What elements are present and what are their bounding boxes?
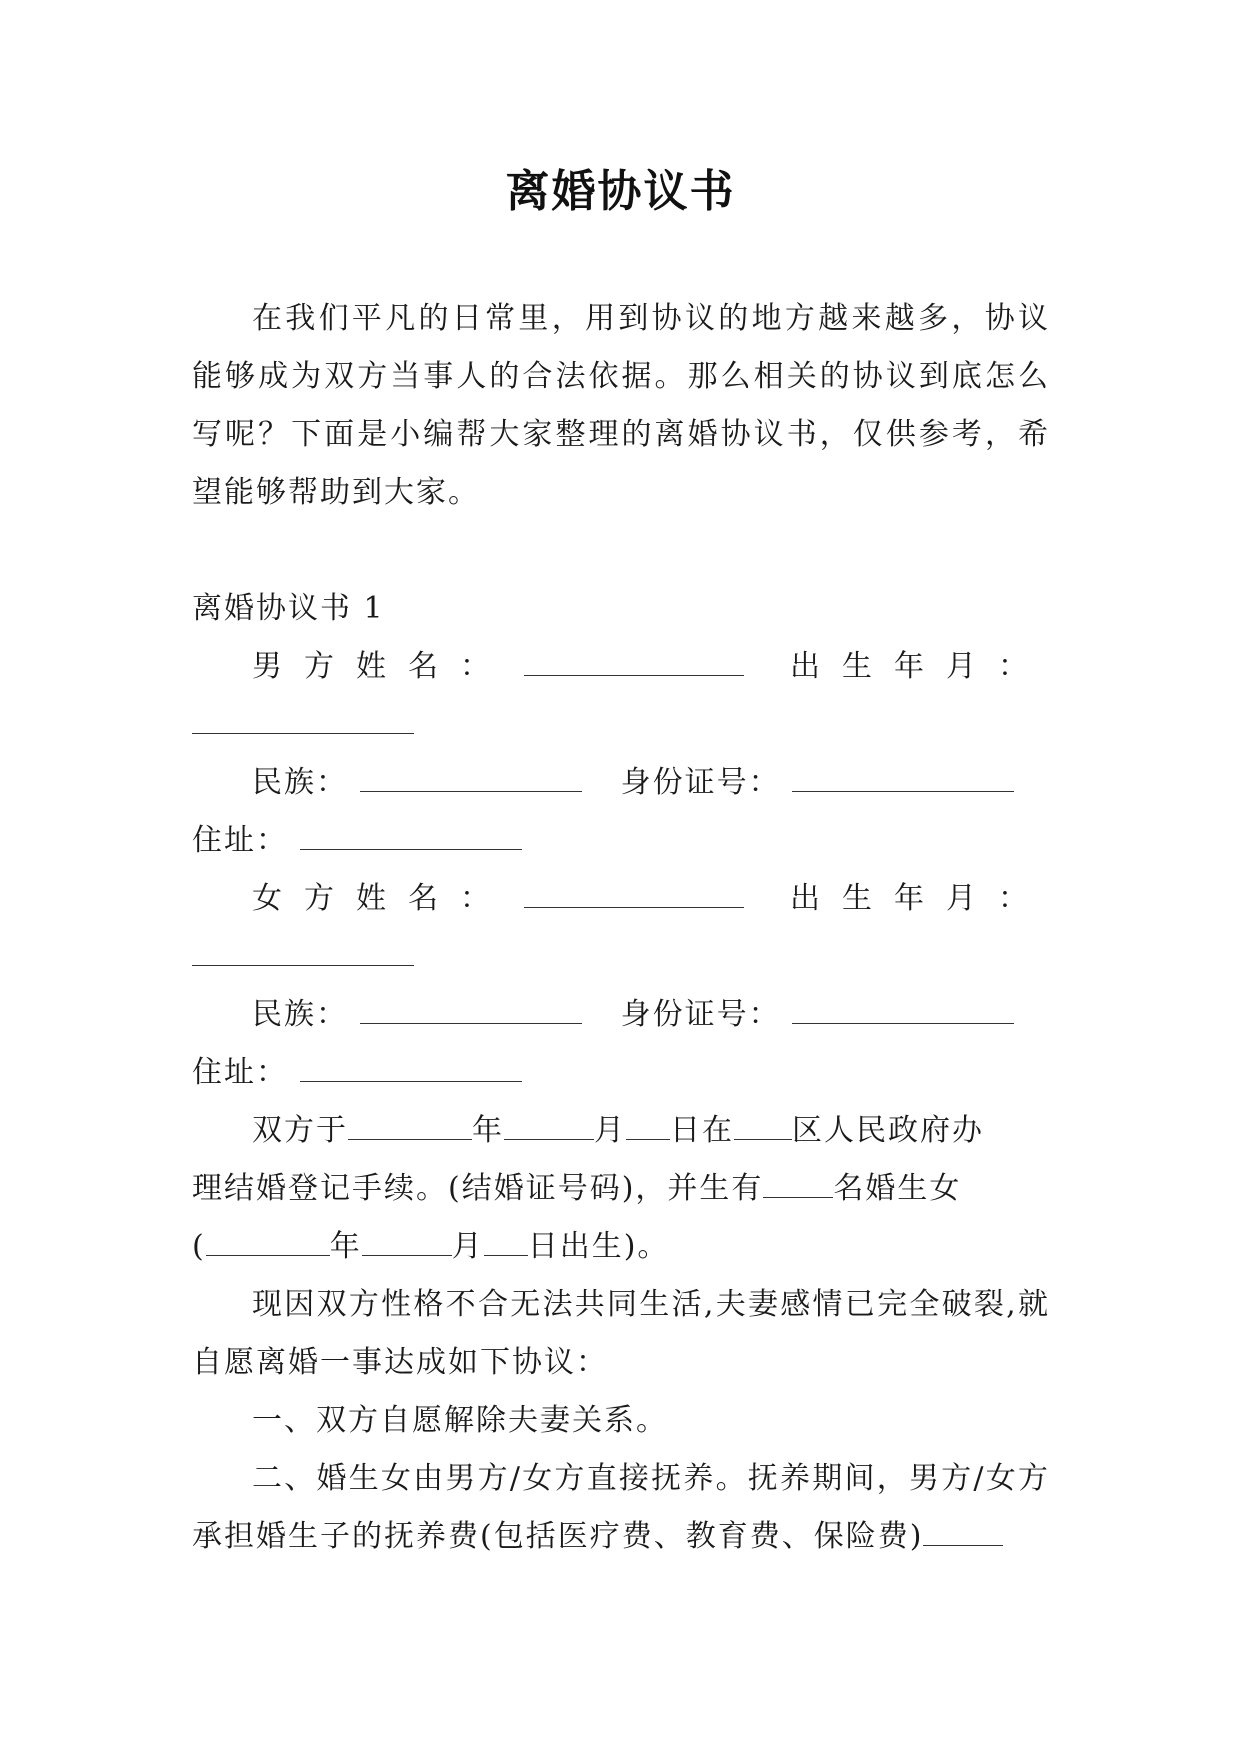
document-body (192, 290, 1050, 1566)
marriage-day-blank (626, 1109, 670, 1140)
marriage-year-label: 年 (472, 1113, 504, 1148)
marriage-line-3 (192, 1218, 1050, 1276)
female-birth-label: 出生年月： (790, 881, 1050, 916)
female-id-blank (792, 993, 1014, 1024)
marriage-district-label: 区人民政府办 (792, 1113, 984, 1148)
child-birth-month-label: 月 (451, 1229, 484, 1264)
female-name-row (192, 870, 1050, 928)
female-address-label: 住址： (192, 1055, 288, 1090)
clause-1: 一、双方自愿解除夫妻关系。 (252, 1403, 668, 1438)
reason-paragraph: 现因双方性格不合无法共同生活,夫妻感情已完全破裂,就自愿离婚一事达成如下协议： (192, 1287, 1050, 1380)
male-id-blank (792, 761, 1014, 792)
male-ethnicity-label: 民族： (252, 765, 348, 800)
male-address-label: 住址： (192, 823, 288, 858)
female-name-blank (524, 877, 744, 908)
male-name-blank (524, 645, 744, 676)
female-ethnicity-label: 民族： (252, 997, 348, 1032)
male-birth-row (192, 696, 1050, 754)
clause-2 (192, 1450, 1050, 1566)
child-birth-day-label: 日出生)。 (527, 1229, 670, 1264)
female-birth-blank (192, 935, 414, 966)
male-birth-blank (192, 703, 414, 734)
marriage-year-blank (348, 1109, 472, 1140)
female-id-label: 身份证号： (620, 997, 781, 1032)
child-birth-open: ( (192, 1229, 206, 1264)
female-address-blank (300, 1051, 522, 1082)
marriage-month-label: 月 (594, 1113, 626, 1148)
child-birth-year-label: 年 (329, 1229, 362, 1264)
male-address-blank (300, 819, 522, 850)
male-ethnicity-row (192, 754, 1050, 812)
female-ethnicity-row (192, 986, 1050, 1044)
marriage-district-blank (734, 1109, 792, 1140)
intro-paragraph: 在我们平凡的日常里，用到协议的地方越来越多，协议能够成为双方当事人的合法依据。那么相关的协议到底怎么写呢？下面是小编帮大家整理的离婚协议书，仅供参考，希望能够帮助到大家。 (192, 301, 1050, 510)
marriage-text-2: 理结婚登记手续。(结婚证号码)，并生有 (192, 1171, 764, 1206)
marriage-day-label: 日在 (670, 1113, 734, 1148)
child-birth-month-blank (362, 1225, 452, 1256)
male-address-row (192, 812, 1050, 870)
male-ethnicity-blank (360, 761, 582, 792)
section-heading: 离婚协议书 1 (192, 591, 385, 626)
marriage-line-2 (192, 1160, 1050, 1218)
female-address-row (192, 1044, 1050, 1102)
child-birth-year-blank (206, 1225, 330, 1256)
marriage-text-1a: 双方于 (252, 1113, 348, 1148)
female-ethnicity-blank (360, 993, 582, 1024)
female-name-label: 女方姓名： (252, 881, 512, 916)
female-birth-row (192, 928, 1050, 986)
male-id-label: 身份证号： (620, 765, 781, 800)
document-title: 离婚协议书 (505, 166, 736, 217)
support-fee-blank (923, 1515, 1003, 1546)
male-birth-label: 出生年月： (790, 649, 1050, 684)
male-name-row (192, 638, 1050, 696)
marriage-text-2-tail: 名婚生女 (833, 1171, 962, 1206)
marriage-line-1 (192, 1102, 1050, 1160)
children-count-blank (763, 1167, 833, 1198)
marriage-month-blank (504, 1109, 594, 1140)
child-birth-day-blank (484, 1225, 528, 1256)
male-name-label: 男方姓名： (252, 649, 512, 684)
clause-2-text: 二、婚生女由男方/女方直接抚养。抚养期间，男方/女方承担婚生子的抚养费(包括医疗费、教育费、保险费) (192, 1461, 1050, 1554)
